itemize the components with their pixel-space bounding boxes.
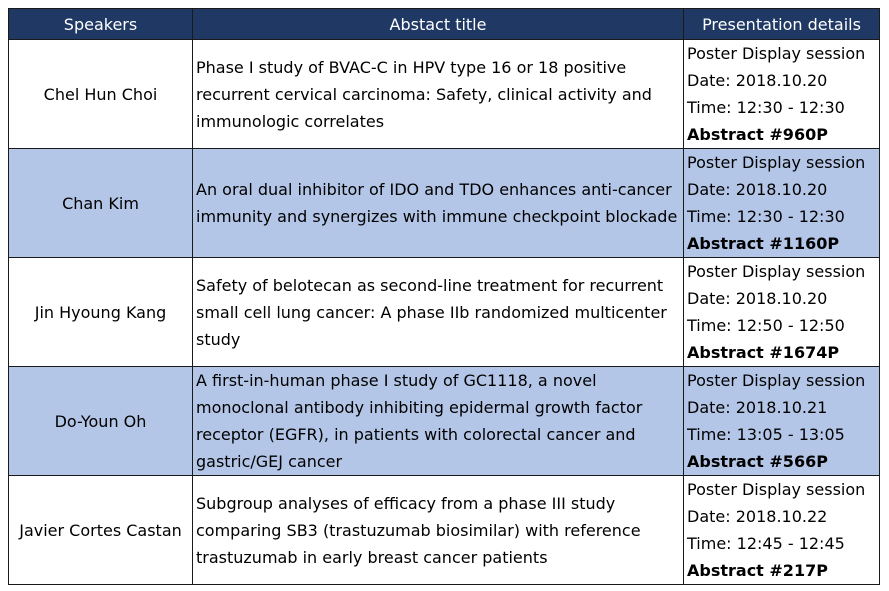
date-text: Date: 2018.10.20 — [687, 71, 828, 90]
date-text: Date: 2018.10.22 — [687, 507, 828, 526]
date-text: Date: 2018.10.21 — [687, 398, 828, 417]
header-row — [9, 9, 880, 40]
session-text: Poster Display session — [687, 153, 866, 172]
table-row — [9, 367, 880, 476]
abstract-number: Abstract #1674P — [687, 343, 840, 362]
speaker-cell: Chel Hun Choi — [9, 40, 193, 149]
abstract-title-cell: A first-in-human phase I study of GC1118, a novel monoclonal antibody inhibiting epidermal growth factor receptor (EGFR), in patients with colorectal cancer and gastric/GEJ cancer — [193, 367, 684, 476]
time-text: Time: 13:05 - 13:05 — [687, 425, 845, 444]
date-text: Date: 2018.10.20 — [687, 289, 828, 308]
speaker-cell: Chan Kim — [9, 149, 193, 258]
speaker-cell: Do-Youn Oh — [9, 367, 193, 476]
presentation-details-cell — [684, 367, 880, 476]
abstract-number: Abstract #960P — [687, 125, 828, 144]
presentation-details-cell — [684, 149, 880, 258]
session-text: Poster Display session — [687, 44, 866, 63]
abstract-number: Abstract #566P — [687, 452, 828, 471]
session-text: Poster Display session — [687, 262, 866, 281]
header-presentation-details: Presentation details — [684, 9, 880, 40]
table-row — [9, 149, 880, 258]
time-text: Time: 12:50 - 12:50 — [687, 316, 845, 335]
header-speakers: Speakers — [9, 9, 193, 40]
table-row — [9, 258, 880, 367]
abstract-title-cell: An oral dual inhibitor of IDO and TDO enhances anti-cancer immunity and synergizes with immune checkpoint blockade — [193, 149, 684, 258]
table-row — [9, 476, 880, 585]
presentation-details-cell — [684, 258, 880, 367]
presentation-table — [8, 8, 880, 585]
time-text: Time: 12:45 - 12:45 — [687, 534, 845, 553]
date-text: Date: 2018.10.20 — [687, 180, 828, 199]
speaker-cell: Jin Hyoung Kang — [9, 258, 193, 367]
presentation-details-cell — [684, 40, 880, 149]
presentation-table-container — [8, 8, 879, 585]
speaker-cell: Javier Cortes Castan — [9, 476, 193, 585]
abstract-title-cell: Phase I study of BVAC-C in HPV type 16 or 18 positive recurrent cervical carcinoma: Safety, clinical activity and immunologic correlates — [193, 40, 684, 149]
session-text: Poster Display session — [687, 480, 866, 499]
header-abstract-title: Abstact title — [193, 9, 684, 40]
table-row — [9, 40, 880, 149]
time-text: Time: 12:30 - 12:30 — [687, 98, 845, 117]
session-text: Poster Display session — [687, 371, 866, 390]
abstract-number: Abstract #1160P — [687, 234, 840, 253]
abstract-title-cell: Subgroup analyses of efficacy from a phase III study comparing SB3 (trastuzumab biosimilar) with reference trastuzumab in early breast cancer patients — [193, 476, 684, 585]
time-text: Time: 12:30 - 12:30 — [687, 207, 845, 226]
presentation-details-cell — [684, 476, 880, 585]
abstract-title-cell: Safety of belotecan as second-line treatment for recurrent small cell lung cancer: A phase IIb randomized multicenter study — [193, 258, 684, 367]
abstract-number: Abstract #217P — [687, 561, 828, 580]
